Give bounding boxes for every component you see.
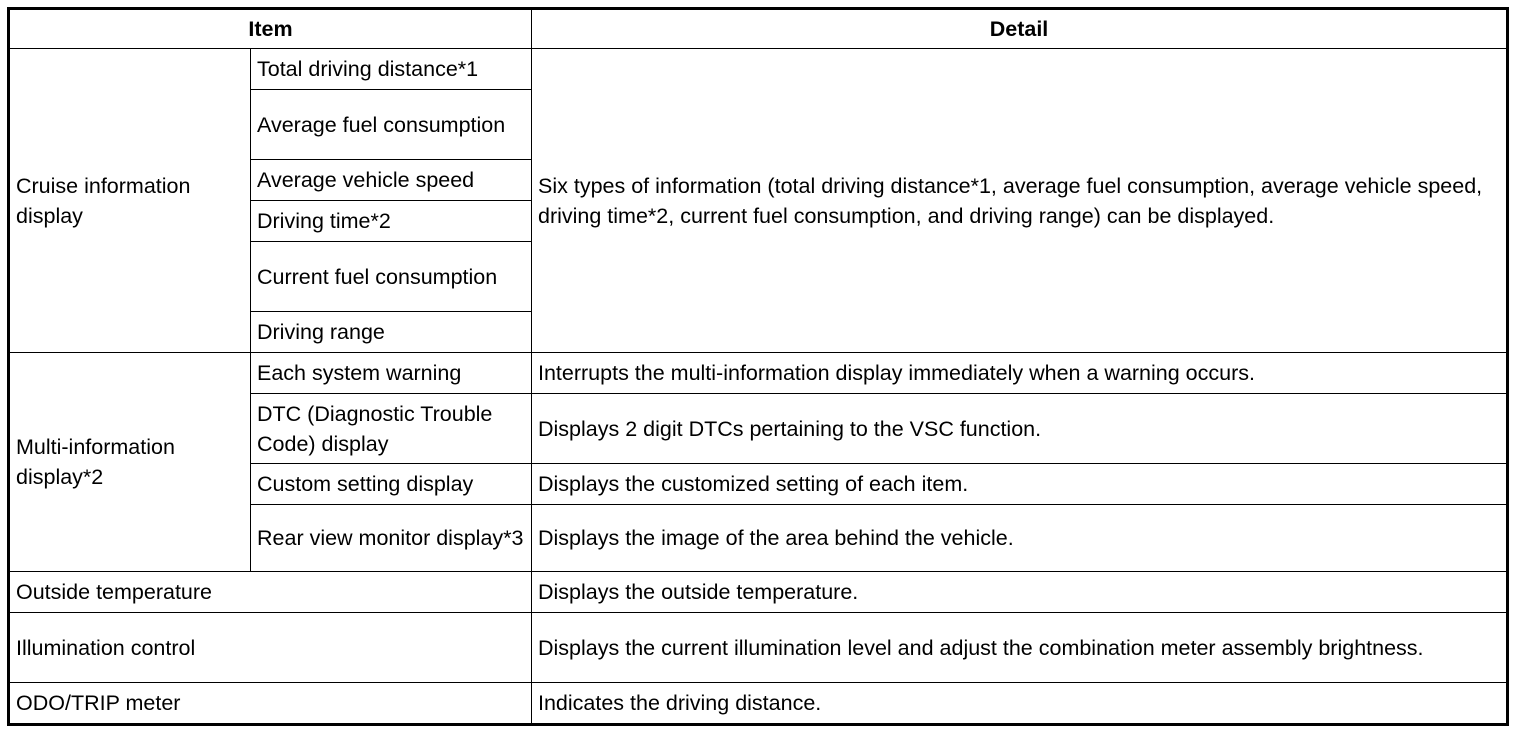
multi-item: Each system warning <box>251 353 532 394</box>
other-detail: Indicates the driving distance. <box>532 683 1508 725</box>
other-detail: Displays the current illumination level and adjust the combination meter assembly brightness. <box>532 613 1508 683</box>
multi-item: DTC (Diagnostic Trouble Code) display <box>251 394 532 464</box>
cruise-item: Driving range <box>251 312 532 353</box>
other-item: ODO/TRIP meter <box>9 683 532 725</box>
other-detail: Displays the outside temperature. <box>532 572 1508 613</box>
table-row <box>9 49 1508 90</box>
cruise-item: Average fuel consumption <box>251 90 532 160</box>
header-item: Item <box>9 9 532 49</box>
multi-detail: Displays the customized setting of each item. <box>532 464 1508 505</box>
cruise-item: Current fuel consumption <box>251 242 532 312</box>
table-row <box>9 613 1508 683</box>
table-row <box>9 353 1508 394</box>
table-row <box>9 683 1508 725</box>
cruise-item: Total driving distance*1 <box>251 49 532 90</box>
multi-item: Custom setting display <box>251 464 532 505</box>
other-item: Outside temperature <box>9 572 532 613</box>
table-row <box>9 572 1508 613</box>
multi-item: Rear view monitor display*3 <box>251 505 532 572</box>
multi-group-label: Multi-information display*2 <box>9 353 251 572</box>
multi-detail: Displays the image of the area behind the vehicle. <box>532 505 1508 572</box>
cruise-item: Driving time*2 <box>251 201 532 242</box>
header-row <box>9 9 1508 49</box>
multi-detail: Interrupts the multi-information display immediately when a warning occurs. <box>532 353 1508 394</box>
cruise-item: Average vehicle speed <box>251 160 532 201</box>
cruise-group-label: Cruise information display <box>9 49 251 353</box>
multi-detail: Displays 2 digit DTCs pertaining to the VSC function. <box>532 394 1508 464</box>
cruise-detail: Six types of information (total driving distance*1, average fuel consumption, average vehicle speed, driving time*2, current fuel consumption, and driving range) can be displayed. <box>532 49 1508 353</box>
header-detail: Detail <box>532 9 1508 49</box>
other-item: Illumination control <box>9 613 532 683</box>
spec-table <box>7 7 1509 726</box>
